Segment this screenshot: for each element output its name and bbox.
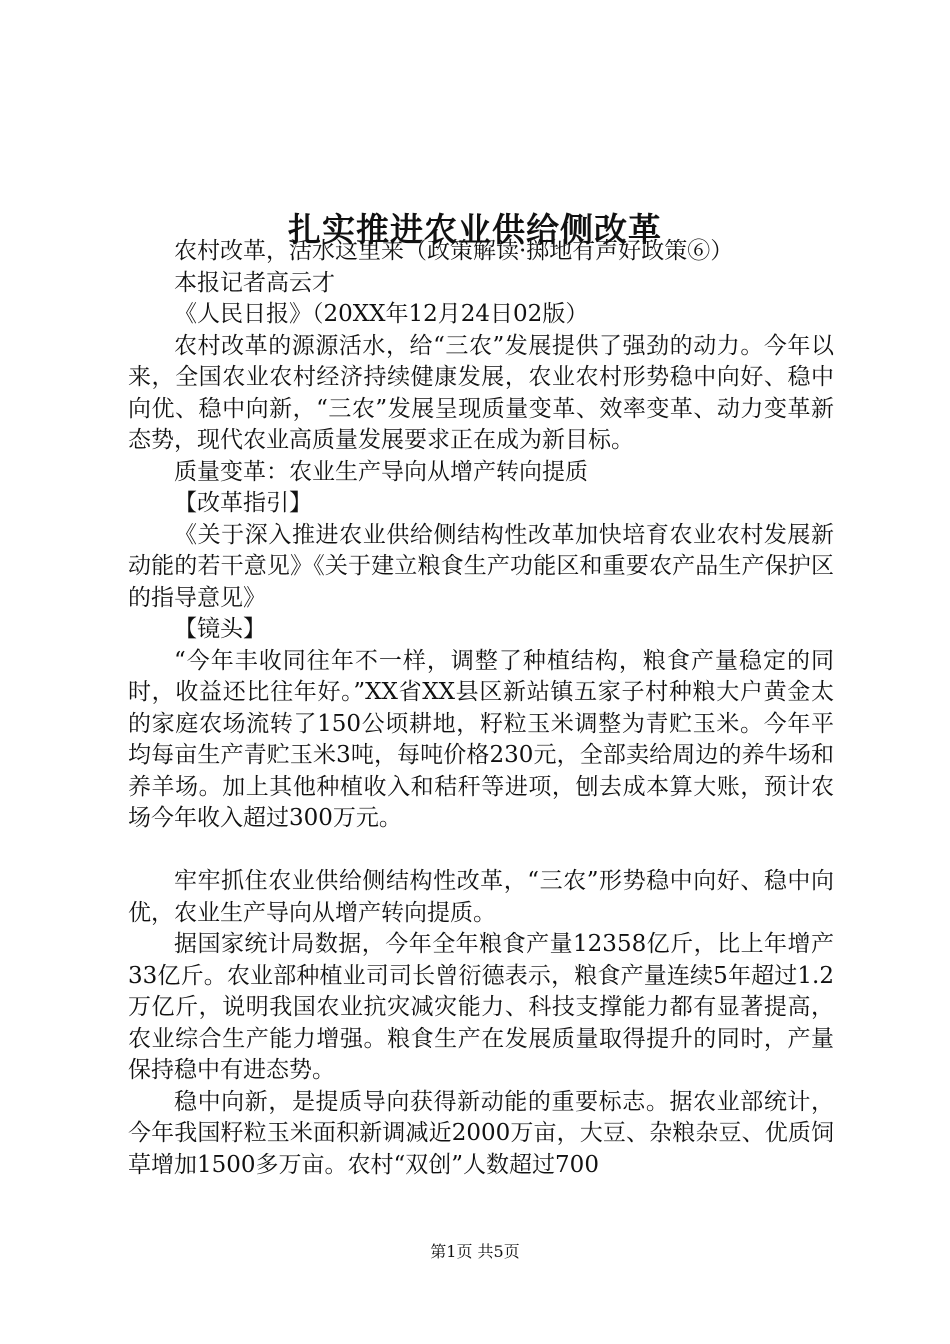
paragraph: 农村改革的源源活水，给“三农”发展提供了强劲的动力。今年以来，全国农业农村经济持续健康发展，农业农村形势稳中向好、稳中向优、稳中向新，“三农”发展呈现质量变革、效率变革、动力变革新态势，现代农业高质量发展要求正在成为新目标。: [128, 332, 834, 453]
page-title: 扎实推进农业供给侧改革: [288, 210, 662, 250]
source-line: 《人民日报》（20XX年12月24日02版）: [174, 301, 589, 327]
paragraph: 《关于深入推进农业供给侧结构性改革加快培育农业农村发展新动能的若干意见》《关于建立粮食生产功能区和重要农产品生产保护区的指导意见》: [128, 521, 834, 611]
blank-line: [128, 835, 834, 867]
subtitle-line: 农村改革，活水这里来（政策解读·掷地有声好政策⑥）: [174, 238, 734, 264]
paragraph: “今年丰收同往年不一样，调整了种植结构，粮食产量稳定的同时，收益还比往年好。”XX省XX县区新站镇五家子村种粮大户黄金太的家庭农场流转了150公顷耕地，籽粒玉米调整为青贮玉米。今年平均每亩生产青贮玉米3吨，每吨价格230元，全部卖给周边的养牛场和养羊场。加上其他种植收入和秸秆等进项，刨去成本算大账，预计农场今年收入超过300万元。: [128, 647, 834, 831]
paragraph: 牢牢抓住农业供给侧结构性改革，“三农”形势稳中向好、稳中向优，农业生产导向从增产转向提质。: [128, 868, 834, 926]
byline: 本报记者高云才: [174, 269, 335, 296]
article-body: [128, 236, 834, 1181]
section-heading: 质量变革：农业生产导向从增产转向提质: [174, 458, 588, 485]
paragraph: 据国家统计局数据，今年全年粮食产量12358亿斤，比上年增产33亿斤。农业部种植业司司长曾衍德表示，粮食产量连续5年超过1.2万亿斤，说明我国农业抗灾减灾能力、科技支撑能力都有显著提高，农业综合生产能力增强。粮食生产在发展质量取得提升的同时，产量保持稳中有进态势。: [128, 931, 834, 1083]
section-label: 【镜头】: [174, 616, 266, 642]
page-footer: 第1页 共5页: [430, 1242, 520, 1261]
paragraph: 稳中向新，是提质导向获得新动能的重要标志。据农业部统计，今年我国籽粒玉米面积新调减近2000万亩，大豆、杂粮杂豆、优质饲草增加1500多万亩。农村“双创”人数超过700: [128, 1088, 834, 1178]
section-label: 【改革指引】: [174, 490, 312, 516]
